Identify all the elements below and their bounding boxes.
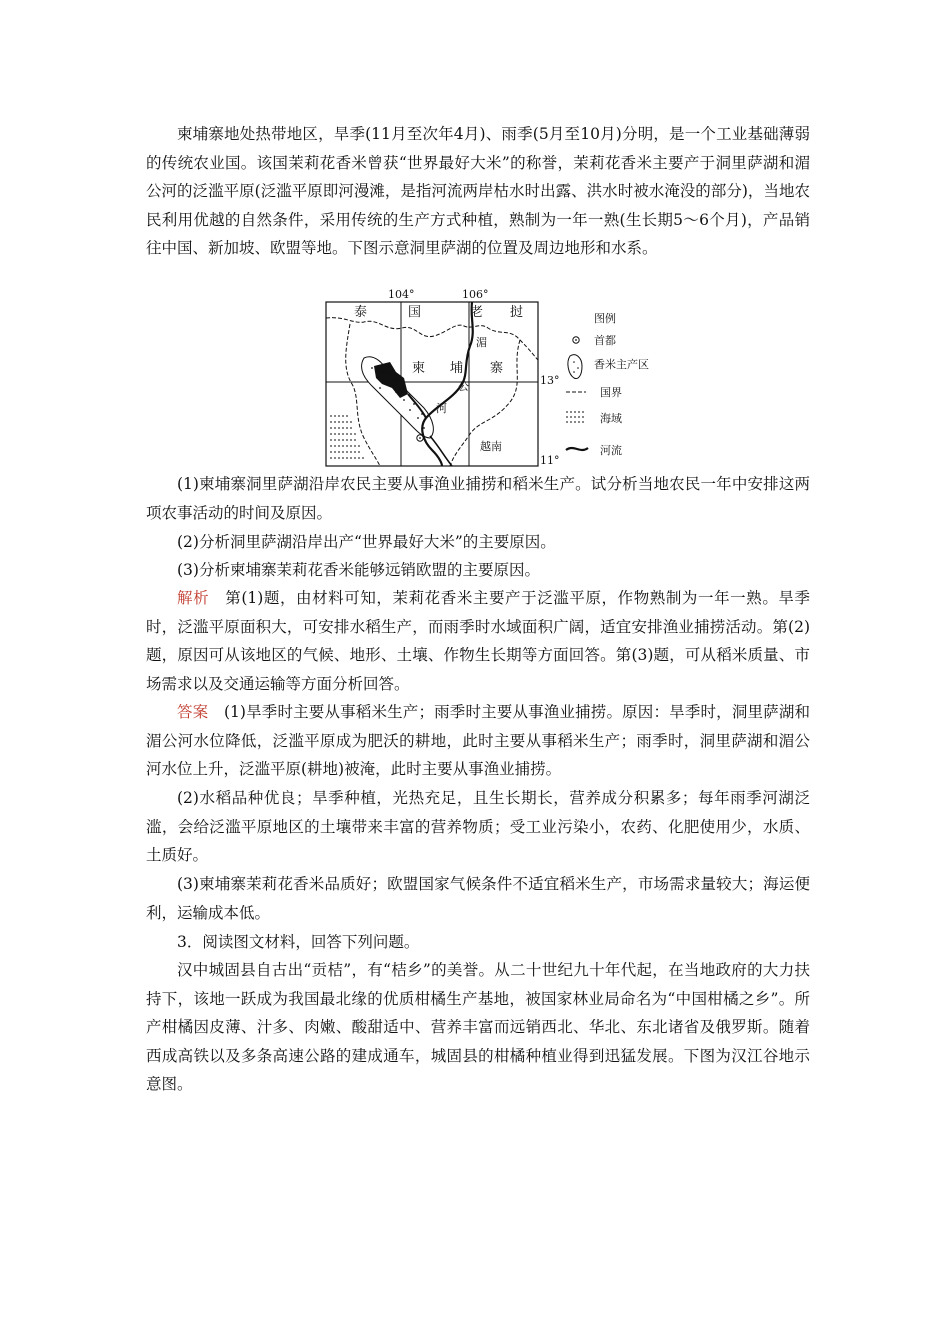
map-frame: [326, 302, 538, 466]
label-mekong-1: 湄: [476, 336, 487, 349]
label-vietnam: 越南: [480, 440, 502, 453]
label-mekong-3: 河: [436, 402, 447, 415]
intro-paragraph: 柬埔寨地处热带地区，旱季(11月至次年4月)、雨季(5月至10月)分明，是一个工业基础薄弱的传统农业国。该国茉莉花香米曾获“世界最好大米”的称誉，茉莉花香米主要产于洞里萨湖和湄公河的泛滥平原(泛滥平原即河漫滩，是指河流两岸枯水时出露、洪水时被水淹没的部分)，当地农民利用优越的自然条件，采用传统的生产方式种植，熟制为一年一熟(生长期5～6个月)，产品销往中国、新加坡、欧盟等地。下图示意洞里萨湖的位置及周边地形和水系。: [146, 125, 810, 258]
legend-sea-label: 海域: [600, 412, 622, 425]
legend-sea-symbol: [566, 412, 586, 422]
label-lake-4: 湖: [399, 386, 406, 393]
lat-13-label: 13°: [540, 374, 560, 387]
map-legend: [566, 311, 649, 457]
legend-capital-label: 首都: [594, 334, 616, 347]
legend-border-label: 国界: [600, 386, 622, 399]
map-figure: [324, 288, 664, 468]
label-thailand-1: 泰: [354, 305, 368, 320]
label-cambodia-1: 柬: [412, 361, 426, 376]
label-laos-1: 老: [470, 305, 484, 320]
label-lake-2: 里: [386, 371, 393, 378]
legend-river-symbol: [566, 448, 588, 450]
lat-11-label: 11°: [540, 454, 560, 467]
lon-104-label: 104°: [388, 288, 415, 301]
legend-rice-label: 香米主产区: [594, 358, 649, 371]
answer-paragraph: [146, 698, 810, 784]
answer-2: (2)水稻品种优良；旱季种植，光热充足，且生长期长，营养成分积累多；每年雨季河湖泛滥，会给泛滥平原地区的土壤带来丰富的营养物质；受工业污染小，农药、化肥使用少，水质、土质好。: [146, 789, 810, 865]
question-2: (2)分析洞里萨湖沿岸出产“世界最好大米”的主要原因。: [177, 533, 556, 551]
label-laos-2: 挝: [510, 305, 524, 320]
label-thailand-2: 国: [408, 305, 422, 320]
label-lake-3: 萨: [393, 378, 400, 385]
label-cambodia-2: 埔: [450, 361, 464, 376]
question-1: (1)柬埔寨洞里萨湖沿岸农民主要从事渔业捕捞和稻米生产。试分析当地农民一年中安排这两项农事活动的时间及原因。: [146, 475, 810, 522]
label-mekong-2: 公: [458, 380, 469, 393]
question-3-heading: 3．阅读图文材料，回答下列问题。: [177, 933, 420, 951]
question-3: (3)分析柬埔寨茉莉花香米能够远销欧盟的主要原因。: [177, 561, 540, 579]
answer-3: (3)柬埔寨茉莉花香米品质好；欧盟国家气候条件不适宜稻米生产，市场需求量较大；海运便利，运输成本低。: [146, 875, 810, 922]
legend-rice-symbol: [568, 355, 582, 379]
analysis-text: 第(1)题，由材料可知，茉莉花香米主要产于泛滥平原，作物熟制为一年一熟。旱季时，泛滥平原面积大，可安排水稻生产，而雨季时水域面积广阔，适宜安排渔业捕捞活动。第(2)题，原因可从该地区的气候、地形、土壤、作物生长期等方面回答。第(3)题，可从稻米质量、市场需求以及交通运输等方面分析回答。: [146, 589, 810, 693]
tonle-sap-map: [324, 288, 664, 468]
analysis-label: 解析: [177, 589, 210, 607]
lon-106-label: 106°: [462, 288, 489, 301]
legend-river-label: 河流: [600, 444, 622, 457]
hanzhong-paragraph: 汉中城固县自古出“贡桔”，有“桔乡”的美誉。从二十世纪九十年代起，在当地政府的大力扶持下，该地一跃成为我国最北缘的优质柑橘生产基地，被国家林业局命名为“中国柑橘之乡”。所产柑橘因皮薄、汁多、肉嫩、酸甜适中、营养丰富而远销西北、华北、东北诸省及俄罗斯。随着西成高铁以及多条高速公路的建成通车，城固县的柑橘种植业得到迅猛发展。下图为汉江谷地示意图。: [146, 961, 810, 1094]
analysis-paragraph: [146, 584, 810, 698]
label-cambodia-3: 寨: [490, 361, 504, 376]
legend-title: 图例: [594, 312, 616, 325]
answer-1-text: (1)旱季时主要从事稻米生产；雨季时主要从事渔业捕捞。原因：旱季时，洞里萨湖和湄公河水位降低，泛滥平原成为肥沃的耕地，此时主要从事稻米生产；雨季时，洞里萨湖和湄公河水位上升，泛滥平原(耕地)被淹，此时主要从事渔业捕捞。: [146, 703, 810, 779]
answer-label: 答案: [177, 703, 209, 721]
label-lake-1: 洞: [379, 369, 386, 376]
